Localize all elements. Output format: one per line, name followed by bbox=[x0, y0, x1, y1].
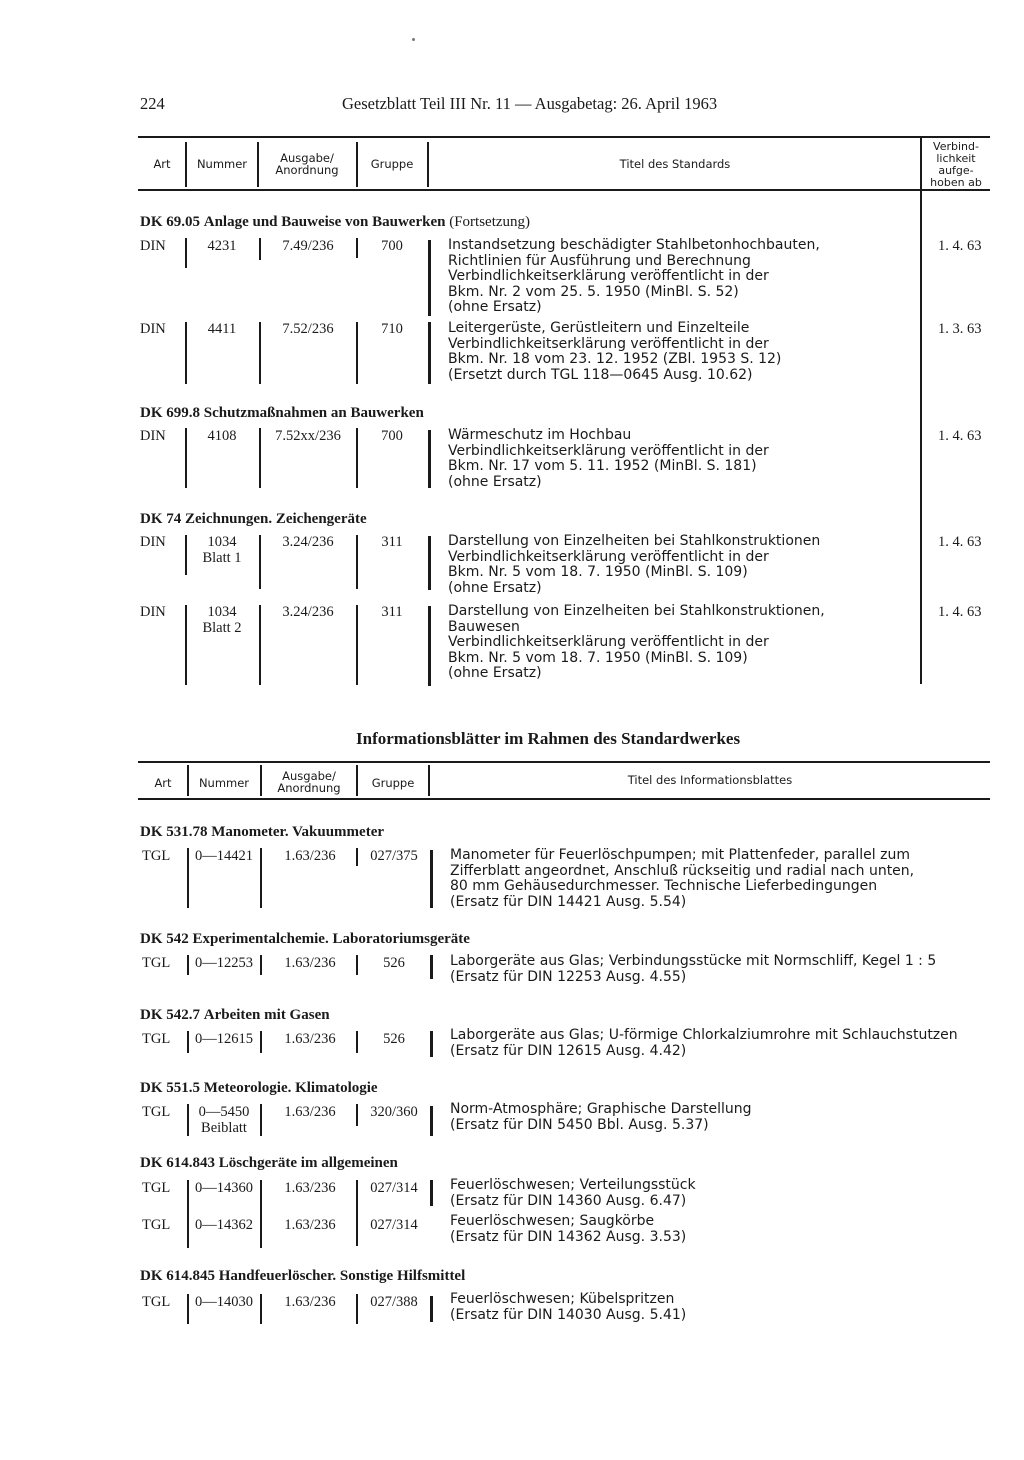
cell-gruppe: 526 bbox=[383, 1031, 405, 1047]
titel-line: Laborgeräte aus Glas; Verbindungsstücke mit Normschliff, Kegel 1 : 5 bbox=[450, 953, 937, 969]
cell-nummer: 4411 bbox=[207, 321, 237, 337]
cell-nummer bbox=[188, 604, 256, 636]
row-divider bbox=[260, 1031, 262, 1053]
row-divider bbox=[356, 955, 358, 975]
cell-date: 1. 3. 63 bbox=[938, 321, 982, 337]
section-heading bbox=[140, 1007, 330, 1024]
table1-header-rule bbox=[138, 189, 990, 191]
dk-code: DK 74 bbox=[140, 511, 182, 527]
cell-gruppe: 027/314 bbox=[370, 1217, 418, 1233]
titel-line: (ohne Ersatz) bbox=[448, 299, 542, 315]
col-ausgabe: Ausgabe/ Anordnung bbox=[275, 151, 339, 177]
row-divider bbox=[259, 428, 261, 488]
cell-titel bbox=[450, 848, 914, 910]
nummer-line: Blatt 2 bbox=[202, 620, 242, 636]
row-divider bbox=[185, 322, 187, 384]
titel-line: Bauwesen bbox=[448, 618, 520, 635]
cell-ausgabe: 1.63/236 bbox=[284, 1104, 336, 1120]
cell-date: 1. 4. 63 bbox=[938, 534, 982, 550]
titel-line: Leitergerüste, Gerüstleitern und Einzelteile bbox=[448, 320, 750, 336]
dk-code: DK 614.845 bbox=[140, 1268, 215, 1284]
table2-header-rule bbox=[138, 798, 990, 800]
row-divider bbox=[260, 1294, 262, 1324]
titel-line: Verbindlichkeitserklärung veröffentlicht in der bbox=[448, 634, 769, 650]
row-divider bbox=[187, 955, 189, 975]
titel-line: (ohne Ersatz) bbox=[448, 579, 542, 596]
titel-line: (ohne Ersatz) bbox=[448, 665, 542, 681]
row-divider bbox=[187, 1180, 189, 1248]
cell-nummer bbox=[188, 534, 256, 566]
cell-art: TGL bbox=[142, 848, 171, 864]
row-divider bbox=[185, 605, 187, 685]
row-divider bbox=[430, 850, 433, 908]
dk-code: DK 531.78 bbox=[140, 824, 208, 840]
col-nummer: Nummer bbox=[198, 776, 250, 790]
col-art: Art bbox=[153, 157, 171, 171]
cell-art: DIN bbox=[140, 428, 166, 444]
cell-ausgabe: 7.49/236 bbox=[282, 238, 334, 254]
dk-heading: Experimentalchemie. Laboratoriumsgeräte bbox=[192, 931, 470, 947]
dk-code: DK 542 bbox=[140, 931, 189, 947]
cell-gruppe: 027/314 bbox=[370, 1180, 418, 1196]
dk-suffix: (Fortsetzung) bbox=[449, 214, 531, 230]
header-divider bbox=[427, 142, 429, 187]
nummer-line: Beiblatt bbox=[201, 1120, 247, 1136]
cell-art: TGL bbox=[142, 955, 171, 971]
titel-line: (ohne Ersatz) bbox=[448, 473, 542, 490]
cell-nummer: 0—14362 bbox=[195, 1217, 253, 1233]
cell-titel bbox=[448, 534, 820, 596]
titel-line: 80 mm Gehäusedurchmesser. Technische Lieferbedingungen bbox=[450, 878, 878, 894]
cell-titel bbox=[448, 604, 825, 682]
titel-line: Verbindlichkeitserklärung veröffentlicht in der bbox=[448, 268, 769, 284]
row-divider bbox=[356, 535, 358, 589]
titel-line: (Ersatz für DIN 14421 Ausg. 5.54) bbox=[450, 893, 687, 910]
dk-code: DK 542.7 bbox=[140, 1007, 200, 1023]
row-divider bbox=[259, 605, 261, 685]
cell-gruppe: 700 bbox=[381, 428, 403, 444]
header-divider bbox=[187, 765, 189, 796]
row-divider bbox=[356, 1294, 358, 1324]
cell-ausgabe: 7.52/236 bbox=[282, 321, 334, 337]
titel-line: Manometer für Feuerlöschpumpen; mit Plattenfeder, parallel zum bbox=[450, 847, 910, 863]
nummer-line: Blatt 1 bbox=[202, 550, 242, 566]
row-divider bbox=[185, 238, 187, 268]
dk-heading: Schutzmaßnahmen an Bauwerken bbox=[203, 405, 424, 421]
running-title: Gesetzblatt Teil III Nr. 11 — Ausgabetag: 26. April 1963 bbox=[342, 94, 718, 113]
cell-ausgabe: 1.63/236 bbox=[284, 1180, 336, 1196]
cell-nummer: 4108 bbox=[207, 428, 237, 444]
row-divider bbox=[260, 848, 262, 908]
nummer-line: 1034 bbox=[207, 534, 237, 550]
section-heading bbox=[140, 511, 367, 528]
col-gruppe: Gruppe bbox=[370, 157, 414, 171]
cell-ausgabe: 1.63/236 bbox=[284, 1031, 336, 1047]
row-divider bbox=[185, 535, 187, 575]
dk-heading: Löschgeräte im allgemeinen bbox=[218, 1155, 398, 1171]
row-divider bbox=[430, 955, 433, 979]
titel-line: Verbindlichkeitserklärung veröffentlicht in der bbox=[448, 442, 769, 459]
header-divider bbox=[428, 765, 430, 796]
section-heading bbox=[140, 1268, 465, 1285]
titel-line: Richtlinien für Ausführung und Berechnung bbox=[448, 252, 751, 269]
section-heading bbox=[140, 405, 424, 422]
section-heading bbox=[140, 931, 470, 948]
cell-ausgabe: 1.63/236 bbox=[284, 1217, 336, 1233]
section-heading bbox=[140, 214, 530, 231]
section-heading bbox=[140, 1155, 398, 1172]
cell-ausgabe: 7.52xx/236 bbox=[275, 428, 341, 444]
cell-titel bbox=[448, 321, 781, 383]
header-divider bbox=[257, 142, 259, 187]
dk-heading: Meteorologie. Klimatologie bbox=[203, 1080, 378, 1096]
cell-titel bbox=[450, 1178, 696, 1209]
dk-code: DK 614.843 bbox=[140, 1155, 215, 1171]
nummer-line: 1034 bbox=[207, 604, 237, 620]
row-divider bbox=[187, 1104, 189, 1136]
cell-nummer: 0—14360 bbox=[195, 1180, 253, 1196]
titel-line: Verbindlichkeitserklärung veröffentlicht in der bbox=[448, 335, 769, 352]
titel-line: (Ersatz für DIN 14362 Ausg. 3.53) bbox=[450, 1228, 687, 1245]
row-divider bbox=[430, 1031, 433, 1057]
row-divider bbox=[430, 1296, 433, 1322]
dk-heading: Handfeuerlöscher. Sonstige Hilfsmittel bbox=[218, 1268, 466, 1284]
row-divider bbox=[187, 1031, 189, 1053]
print-speck bbox=[412, 38, 415, 41]
cell-art: TGL bbox=[142, 1217, 171, 1233]
row-divider bbox=[356, 1031, 358, 1053]
col-art: Art bbox=[154, 776, 172, 790]
cell-titel bbox=[450, 1214, 686, 1245]
cell-gruppe: 311 bbox=[381, 604, 403, 620]
titel-line: (Ersatz für DIN 5450 Bbl. Ausg. 5.37) bbox=[450, 1116, 709, 1133]
cell-gruppe: 320/360 bbox=[370, 1104, 418, 1120]
col-verbindlichkeit: Verbind- lichkeit aufge- hoben ab bbox=[930, 140, 982, 189]
row-divider bbox=[430, 1106, 433, 1136]
cell-art: TGL bbox=[142, 1104, 171, 1120]
titel-line: (Ersatz für DIN 12253 Ausg. 4.55) bbox=[450, 968, 687, 985]
row-divider bbox=[187, 848, 189, 908]
cell-art: TGL bbox=[142, 1294, 171, 1310]
row-divider bbox=[259, 322, 261, 384]
row-divider bbox=[259, 535, 261, 589]
cell-nummer bbox=[190, 1104, 258, 1136]
titel-line: Feuerlöschwesen; Kübelspritzen bbox=[450, 1291, 675, 1307]
titel-line: (Ersatz für DIN 14030 Ausg. 5.41) bbox=[450, 1306, 687, 1323]
row-divider bbox=[260, 955, 262, 975]
header-divider bbox=[356, 142, 358, 187]
table2-heading: Informationsblätter im Rahmen des Standardwerkes bbox=[356, 729, 741, 748]
titel-line: Bkm. Nr. 5 vom 18. 7. 1950 (MinBl. S. 109) bbox=[448, 649, 748, 666]
cell-date: 1. 4. 63 bbox=[938, 238, 982, 254]
cell-ausgabe: 3.24/236 bbox=[282, 534, 334, 550]
titel-line: (Ersatz für DIN 12615 Ausg. 4.42) bbox=[450, 1042, 687, 1059]
cell-titel bbox=[450, 954, 936, 985]
cell-gruppe: 700 bbox=[381, 238, 403, 254]
cell-art: DIN bbox=[140, 534, 166, 550]
section-heading bbox=[140, 824, 384, 841]
col-titel: Titel des Standards bbox=[619, 157, 731, 171]
cell-date: 1. 4. 63 bbox=[938, 604, 982, 620]
row-divider bbox=[430, 1180, 433, 1206]
col-gruppe: Gruppe bbox=[371, 776, 415, 790]
dk-code: DK 699.8 bbox=[140, 405, 200, 421]
titel-line: Feuerlöschwesen; Saugkörbe bbox=[450, 1213, 655, 1229]
cell-ausgabe: 1.63/236 bbox=[284, 955, 336, 971]
cell-nummer: 4231 bbox=[207, 238, 237, 254]
row-divider bbox=[356, 238, 358, 258]
cell-gruppe: 311 bbox=[381, 534, 403, 550]
titel-line: Bkm. Nr. 18 vom 23. 12. 1952 (ZBl. 1953 S. 12) bbox=[448, 351, 782, 367]
table1-top-rule bbox=[138, 136, 990, 138]
titel-line: Feuerlöschwesen; Verteilungsstück bbox=[450, 1177, 696, 1193]
row-divider bbox=[187, 1294, 189, 1324]
col-titel: Titel des Informationsblattes bbox=[627, 773, 793, 787]
nummer-line: 0—5450 bbox=[198, 1104, 250, 1120]
table2-top-rule bbox=[138, 761, 990, 763]
cell-ausgabe: 3.24/236 bbox=[282, 604, 334, 620]
cell-titel bbox=[448, 238, 820, 316]
cell-ausgabe: 1.63/236 bbox=[284, 848, 336, 864]
dk-heading: Anlage und Bauweise von Bauwerken bbox=[203, 214, 446, 230]
titel-line: Laborgeräte aus Glas; U-förmige Chlorkalziumrohre mit Schlauchstutzen bbox=[450, 1027, 958, 1043]
row-divider bbox=[428, 322, 431, 384]
verbindlichkeit-column-rule bbox=[920, 138, 922, 684]
titel-line: Darstellung von Einzelheiten bei Stahlkonstruktionen bbox=[448, 533, 821, 549]
cell-art: DIN bbox=[140, 604, 166, 620]
titel-line: Instandsetzung beschädigter Stahlbetonhochbauten, bbox=[448, 237, 820, 253]
row-divider bbox=[356, 1104, 358, 1126]
row-divider bbox=[428, 606, 431, 686]
row-divider bbox=[428, 240, 431, 316]
row-divider bbox=[259, 238, 261, 260]
titel-line: Zifferblatt angeordnet, Anschluß rückseitig und radial nach unten, bbox=[450, 862, 915, 879]
cell-nummer: 0—12253 bbox=[195, 955, 253, 971]
header-divider bbox=[356, 765, 358, 796]
col-ausgabe: Ausgabe/ Anordnung bbox=[277, 769, 341, 795]
dk-heading: Arbeiten mit Gasen bbox=[203, 1007, 330, 1023]
cell-titel bbox=[450, 1292, 686, 1323]
cell-gruppe: 526 bbox=[383, 955, 405, 971]
cell-art: DIN bbox=[140, 321, 166, 337]
cell-art: DIN bbox=[140, 238, 166, 254]
cell-art: TGL bbox=[142, 1180, 171, 1196]
col-nummer: Nummer bbox=[196, 157, 248, 171]
cell-gruppe: 710 bbox=[381, 321, 403, 337]
cell-art: TGL bbox=[142, 1031, 171, 1047]
cell-date: 1. 4. 63 bbox=[938, 428, 982, 444]
dk-heading: Manometer. Vakuummeter bbox=[211, 824, 385, 840]
titel-line: (Ersatz für DIN 14360 Ausg. 6.47) bbox=[450, 1192, 687, 1209]
cell-nummer: 0—14421 bbox=[195, 848, 253, 864]
cell-nummer: 0—14030 bbox=[195, 1294, 253, 1310]
titel-line: Bkm. Nr. 17 vom 5. 11. 1952 (MinBl. S. 181) bbox=[448, 458, 757, 474]
header-divider bbox=[185, 142, 187, 187]
row-divider bbox=[428, 430, 431, 488]
row-divider bbox=[356, 848, 358, 866]
row-divider bbox=[428, 536, 431, 590]
row-divider bbox=[356, 1180, 358, 1246]
dk-code: DK 69.05 bbox=[140, 214, 200, 230]
dk-code: DK 551.5 bbox=[140, 1080, 200, 1096]
row-divider bbox=[260, 1180, 262, 1248]
dk-heading: Zeichnungen. Zeichengeräte bbox=[185, 511, 367, 527]
cell-titel bbox=[450, 1028, 958, 1059]
cell-titel bbox=[450, 1102, 752, 1133]
row-divider bbox=[356, 428, 358, 488]
cell-ausgabe: 1.63/236 bbox=[284, 1294, 336, 1310]
header-divider bbox=[260, 765, 262, 796]
titel-line: Darstellung von Einzelheiten bei Stahlkonstruktionen, bbox=[448, 603, 825, 619]
cell-titel bbox=[448, 428, 769, 490]
row-divider bbox=[356, 322, 358, 384]
section-heading bbox=[140, 1080, 378, 1097]
titel-line: Bkm. Nr. 2 vom 25. 5. 1950 (MinBl. S. 52) bbox=[448, 283, 739, 300]
row-divider bbox=[185, 428, 187, 488]
page-number: 224 bbox=[140, 94, 165, 113]
titel-line: (Ersetzt durch TGL 118—0645 Ausg. 10.62) bbox=[448, 366, 753, 383]
row-divider bbox=[260, 1104, 262, 1136]
titel-line: Verbindlichkeitserklärung veröffentlicht in der bbox=[448, 548, 769, 565]
cell-nummer: 0—12615 bbox=[195, 1031, 253, 1047]
titel-line: Wärmeschutz im Hochbau bbox=[448, 427, 632, 443]
cell-gruppe: 027/388 bbox=[370, 1294, 418, 1310]
titel-line: Bkm. Nr. 5 vom 18. 7. 1950 (MinBl. S. 109) bbox=[448, 564, 748, 580]
cell-gruppe: 027/375 bbox=[370, 848, 418, 864]
titel-line: Norm-Atmosphäre; Graphische Darstellung bbox=[450, 1101, 752, 1117]
row-divider bbox=[356, 605, 358, 685]
